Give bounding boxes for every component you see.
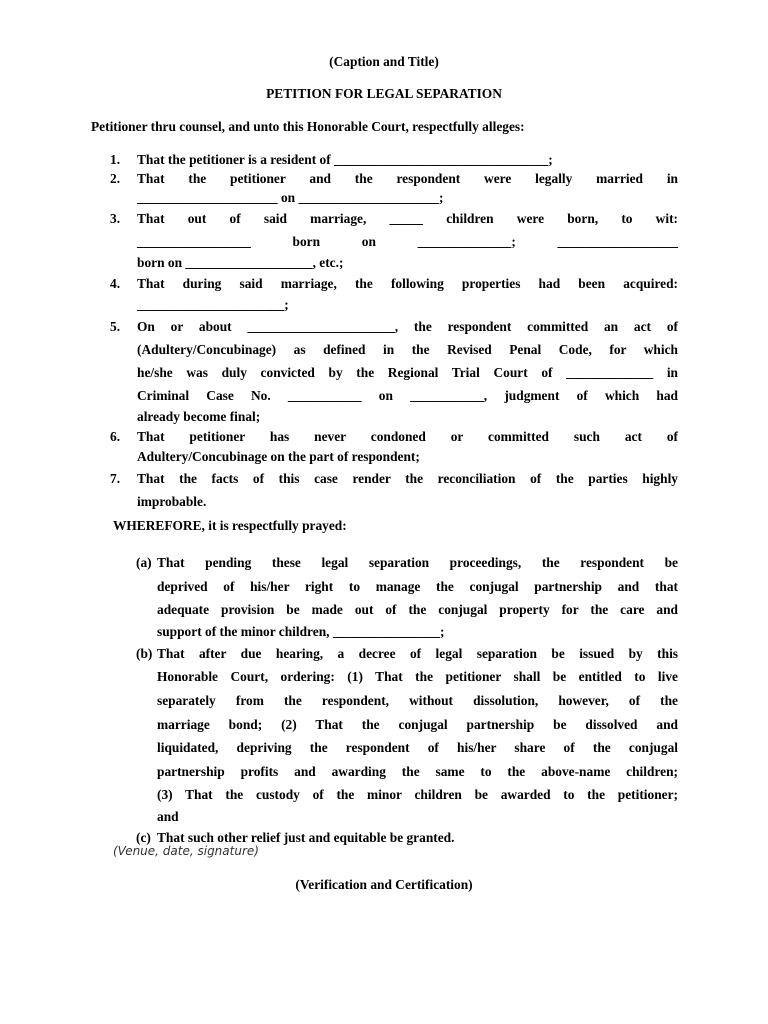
verification-heading: (Verification and Certification): [295, 877, 473, 892]
item-line: That pending these legal separation proceedings, the respondent be: [157, 555, 678, 570]
item-number: 6.: [110, 429, 121, 444]
list-item: [110, 427, 678, 467]
item-line: liquidated, depriving the respondent of his/her share of the conjugal: [157, 740, 678, 756]
list-item: [110, 315, 678, 427]
list-item: [110, 467, 678, 513]
allegations-list: [110, 150, 678, 513]
item-line: improbable.: [137, 494, 207, 509]
item-line: That during said marriage, the following properties had been acquired:: [137, 276, 678, 291]
item-line: support of the minor children, ________________;: [157, 623, 445, 639]
item-line: deprived of his/her right to manage the conjugal partnership and that: [157, 578, 678, 594]
item-line: Criminal Case No. ___________ on ___________, judgment of which had: [137, 388, 678, 403]
list-item: [136, 551, 678, 642]
item-line: (Adultery/Concubinage) as defined in the Revised Penal Code, for which: [137, 342, 678, 357]
item-line: marriage bond; (2) That the conjugal partnership be dissolved and: [157, 716, 678, 732]
item-line: That the petitioner is a resident of ________________________________;: [137, 152, 553, 167]
item-number: 1.: [110, 152, 121, 167]
item-line: Honorable Court, ordering: (1) That the petitioner shall be entitled to live: [157, 669, 678, 685]
prayers-list: [136, 551, 678, 849]
item-number: 2.: [110, 171, 121, 186]
wherefore-clause: WHEREFORE, it is respectfully prayed:: [113, 518, 347, 533]
item-line: That the facts of this case render the reconciliation of the parties highly: [137, 471, 678, 486]
item-line: That the petitioner and the respondent were legally married in: [137, 171, 678, 186]
item-line: and: [157, 808, 179, 824]
intro-paragraph: Petitioner thru counsel, and unto this Honorable Court, respectfully alleges:: [91, 119, 525, 134]
item-number: 3.: [110, 211, 121, 226]
item-number: (b): [136, 645, 153, 661]
item-line: That after due hearing, a decree of legal separation be issued by this: [157, 645, 678, 661]
item-line: _____________________ on _____________________;: [137, 190, 444, 205]
item-number: 4.: [110, 276, 121, 291]
item-line: partnership profits and awarding the same to the above-name children;: [157, 763, 678, 779]
item-number: (c): [136, 829, 151, 845]
item-number: 5.: [110, 319, 121, 334]
item-line: (3) That the custody of the minor children be awarded to the petitioner;: [157, 787, 678, 803]
item-line: separately from the respondent, without dissolution, however, of the: [157, 692, 678, 708]
list-item: [136, 642, 678, 827]
item-number: (a): [136, 555, 152, 570]
item-line: That such other relief just and equitable be granted.: [157, 829, 455, 845]
item-number: 7.: [110, 471, 121, 486]
item-line: _________________ born on ______________; __________________: [137, 234, 678, 249]
venue-date-signature: (Venue, date, signature): [113, 844, 259, 858]
item-line: adequate provision be made out of the conjugal property for the care and: [157, 602, 678, 618]
item-line: ______________________;: [137, 297, 289, 312]
list-item: [110, 150, 678, 169]
list-item: [110, 273, 678, 315]
item-line: he/she was duly convicted by the Regional Trial Court of _____________ in: [137, 365, 678, 380]
list-item: [110, 207, 678, 273]
item-line: Adultery/Concubinage on the part of respondent;: [137, 449, 420, 464]
document-title: PETITION FOR LEGAL SEPARATION: [266, 86, 502, 101]
item-line: On or about ______________________, the respondent committed an act of: [137, 319, 678, 334]
list-item: [110, 169, 678, 207]
item-line: already become final;: [137, 409, 261, 424]
caption-heading: (Caption and Title): [329, 54, 439, 69]
item-line: That petitioner has never condoned or committed such act of: [137, 429, 678, 444]
item-line: born on ___________________, etc.;: [137, 255, 344, 270]
item-line: That out of said marriage, _____ children were born, to wit:: [137, 211, 678, 226]
